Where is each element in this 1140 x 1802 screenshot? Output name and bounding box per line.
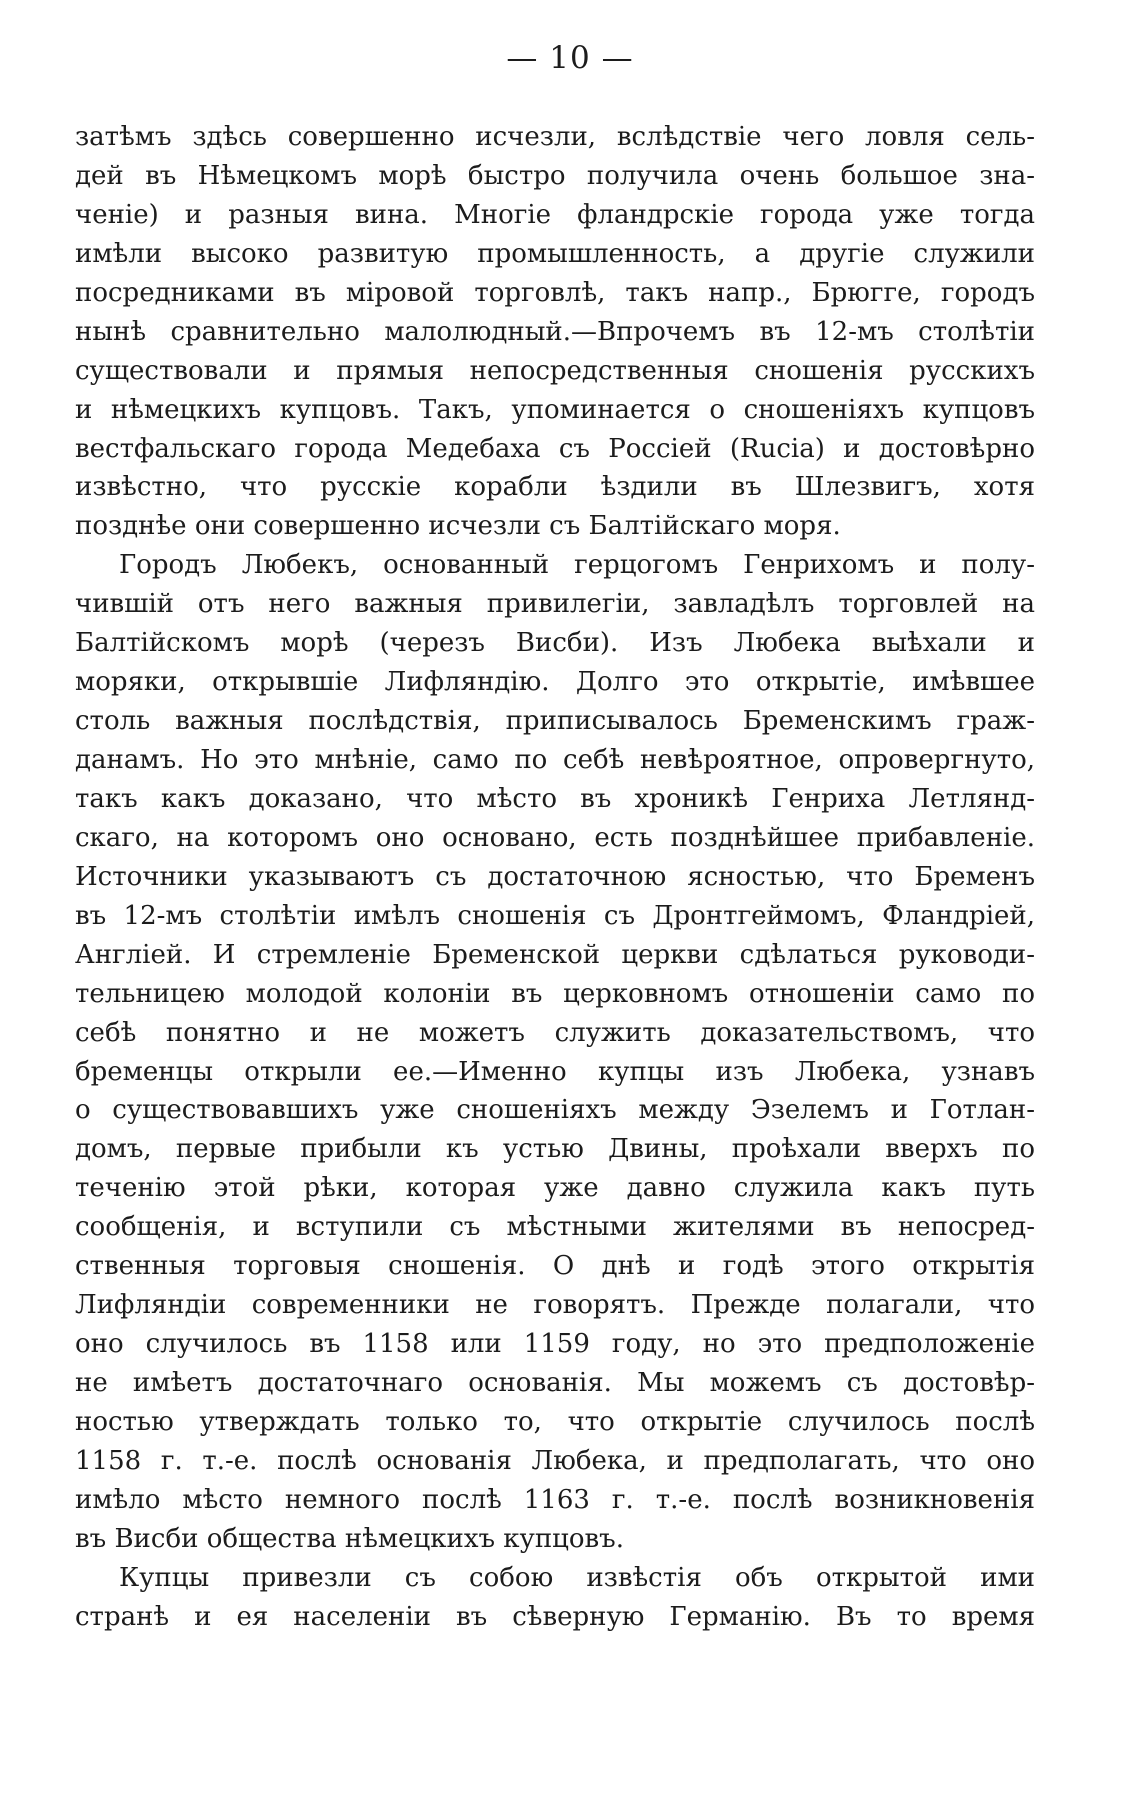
paragraph xyxy=(75,546,1035,1558)
text-line: сообщенія, и вступили съ мѣстными жителями въ непосред- xyxy=(75,1212,1035,1243)
text-line: Городъ Любекъ, основанный герцогомъ Генрихомъ и полу- xyxy=(119,550,1035,581)
text-line: вестфальскаго города Медебаха съ Россіей (Rucia) и достовѣрно xyxy=(75,433,1035,464)
text-line: существовали и прямыя непосредственныя сношенія русскихъ xyxy=(75,355,1035,386)
text-line: извѣстно, что русскіе корабли ѣздили въ Шлезвигъ, хотя xyxy=(75,472,1035,503)
body-text xyxy=(75,118,1035,1637)
text-line: Источники указываютъ съ достаточною ясностью, что Бременъ xyxy=(75,861,1035,892)
text-line: 1158 г. т.-е. послѣ основанія Любека, и предполагать, что оно xyxy=(75,1445,1035,1476)
text-line: бременцы открыли ее.—Именно купцы изъ Любека, узнавъ xyxy=(75,1056,1035,1087)
text-line: позднѣе они совершенно исчезли съ Балтійскаго моря. xyxy=(75,511,841,542)
text-line: ственныя торговыя сношенія. О днѣ и годѣ этого открытія xyxy=(75,1251,1035,1282)
text-line: имѣли высоко развитую промышленность, а другіе служили xyxy=(75,238,1035,269)
text-line: данамъ. Но это мнѣніе, само по себѣ невѣроятное, опровергнуто, xyxy=(75,745,1035,775)
text-line: въ Висби общества нѣмецкихъ купцовъ. xyxy=(75,1523,624,1554)
text-line: въ 12-мъ столѣтіи имѣлъ сношенія съ Дронтгеймомъ, Фландріей, xyxy=(75,900,1035,931)
text-line: скаго, на которомъ оно основано, есть позднѣйшее прибавленіе. xyxy=(75,822,1035,853)
text-line: затѣмъ здѣсь совершенно исчезли, вслѣдствіе чего ловля сель- xyxy=(75,122,1035,152)
text-line: посредниками въ міровой торговлѣ, такъ напр., Брюгге, городъ xyxy=(75,277,1035,308)
text-line: имѣло мѣсто немного послѣ 1163 г. т.-е. послѣ возникновенія xyxy=(75,1484,1035,1515)
text-line: Купцы привезли съ собою извѣстія объ открытой ими xyxy=(119,1562,1035,1593)
text-line: оно случилось въ 1158 или 1159 году, но это предположеніе xyxy=(75,1329,1035,1360)
text-line: дей въ Нѣмецкомъ морѣ быстро получила очень большое зна- xyxy=(75,160,1035,191)
text-line: домъ, первые прибыли къ устью Двины, проѣхали вверхъ по xyxy=(75,1134,1035,1165)
text-line: Лифляндіи современники не говорятъ. Прежде полагали, что xyxy=(75,1290,1035,1321)
text-line: такъ какъ доказано, что мѣсто въ хроникѣ Генриха Летлянд- xyxy=(75,783,1035,814)
text-line: ностью утверждать только то, что открытіе случилось послѣ xyxy=(75,1406,1035,1437)
text-line: о существовавшихъ уже сношеніяхъ между Эзелемъ и Готлан- xyxy=(75,1095,1035,1126)
text-line: теченію этой рѣки, которая уже давно служила какъ путь xyxy=(75,1173,1035,1204)
text-line: Англіей. И стремленіе Бременской церкви сдѣлаться руководи- xyxy=(75,939,1035,970)
text-line: и нѣмецкихъ купцовъ. Такъ, упоминается о сношеніяхъ купцовъ xyxy=(75,394,1035,425)
text-line: Балтійскомъ морѣ (черезъ Висби). Изъ Любека выѣхали и xyxy=(75,628,1035,659)
text-line: моряки, открывшіе Лифляндію. Долго это открытіе, имѣвшее xyxy=(75,667,1035,698)
text-line: странѣ и ея населеніи въ сѣверную Германію. Въ то время xyxy=(75,1601,1035,1632)
text-line: не имѣетъ достаточнаго основанія. Мы можемъ съ достовѣр- xyxy=(75,1368,1035,1398)
text-line: нынѣ сравнительно малолюдный.—Впрочемъ въ 12-мъ столѣтіи xyxy=(75,316,1035,347)
paragraph xyxy=(75,1559,1035,1637)
text-line: тельницею молодой колоніи въ церковномъ отношеніи само по xyxy=(75,978,1035,1009)
text-line: ченіе) и разныя вина. Многіе фландрскіе города уже тогда xyxy=(75,199,1035,230)
text-line: себѣ понятно и не можетъ служить доказательствомъ, что xyxy=(75,1017,1035,1048)
text-line: чившій отъ него важныя привилегіи, завладѣлъ торговлей на xyxy=(75,589,1035,620)
page-number: — 10 — xyxy=(506,40,634,76)
text-line: столь важныя послѣдствія, приписывалось Бременскимъ граж- xyxy=(75,706,1035,737)
paragraph xyxy=(75,118,1035,546)
